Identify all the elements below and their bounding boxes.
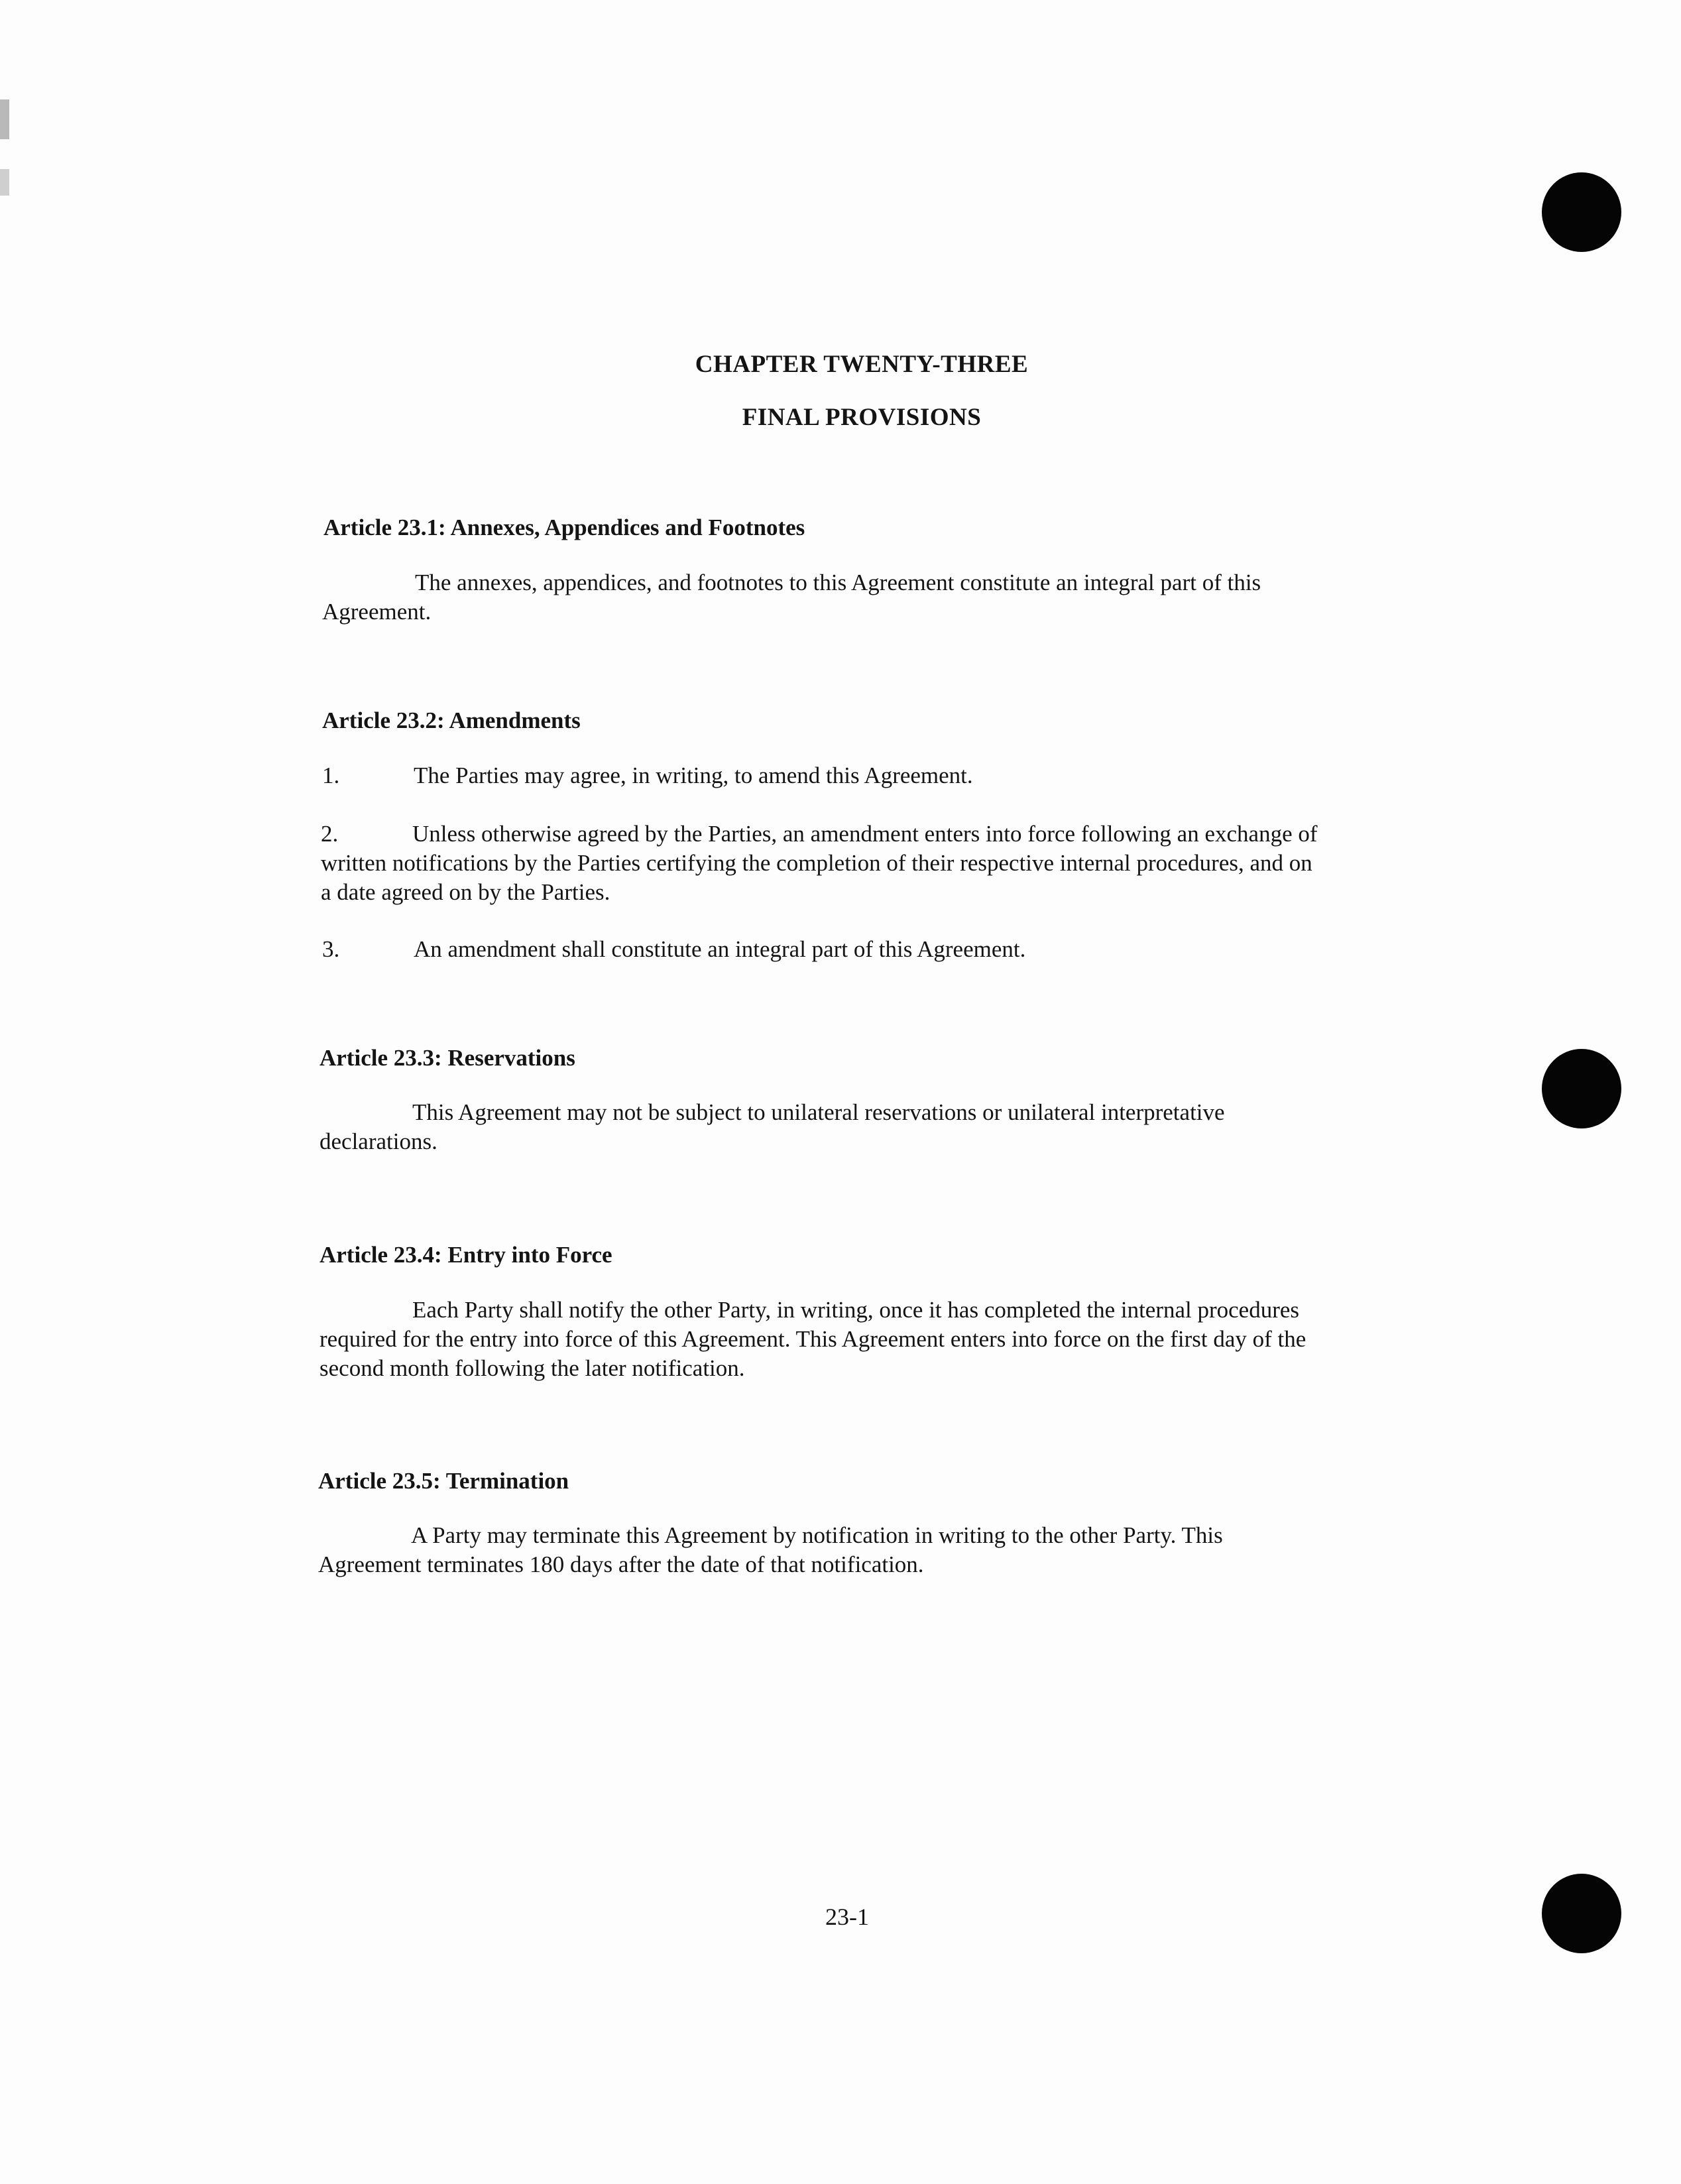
article-23-2-item-3 xyxy=(322,935,1323,964)
item-text: Unless otherwise agreed by the Parties, an amendment enters into force following an exchange of written notifications by the Parties certifying the completion of their respective internal procedures, and on a date agreed on by the Parties. xyxy=(321,821,1318,905)
scan-edge-mark xyxy=(0,99,9,139)
item-number: 3. xyxy=(322,936,340,962)
article-23-1-text: The annexes, appendices, and footnotes to this Agreement constitute an integral part of this Agreement. xyxy=(322,570,1261,625)
article-23-5-text: A Party may terminate this Agreement by notification in writing to the other Party. This Agreement terminates 180 days after the date of that notification. xyxy=(318,1522,1223,1577)
article-23-1-paragraph xyxy=(322,568,1323,627)
article-23-5-title: Article 23.5: Termination xyxy=(318,1468,569,1494)
article-23-2-item-2 xyxy=(321,819,1322,907)
article-23-3-title: Article 23.3: Reservations xyxy=(319,1045,575,1071)
article-23-2-item-1 xyxy=(322,761,1323,790)
article-23-3-paragraph xyxy=(319,1098,1320,1156)
page-number: 23-1 xyxy=(825,1904,869,1930)
item-number: 1. xyxy=(322,762,340,788)
scan-edge-mark xyxy=(0,169,9,196)
binder-hole-top xyxy=(1542,172,1621,252)
item-text: An amendment shall constitute an integral part of this Agreement. xyxy=(414,936,1026,962)
article-23-2-title: Article 23.2: Amendments xyxy=(322,707,581,733)
chapter-title: CHAPTER TWENTY-THREE xyxy=(695,351,1029,378)
binder-hole-middle xyxy=(1542,1049,1621,1128)
item-number: 2. xyxy=(321,821,339,847)
article-23-3-text: This Agreement may not be subject to unilateral reservations or unilateral interpretative declarations. xyxy=(319,1099,1225,1154)
article-23-1-title: Article 23.1: Annexes, Appendices and Footnotes xyxy=(323,515,805,540)
chapter-subtitle: FINAL PROVISIONS xyxy=(742,404,982,431)
article-23-4-title: Article 23.4: Entry into Force xyxy=(319,1242,612,1268)
item-text: The Parties may agree, in writing, to amend this Agreement. xyxy=(414,762,973,788)
article-23-4-text: Each Party shall notify the other Party, in writing, once it has completed the internal procedures required for the entry into force of this Agreement. This Agreement enters into force on the first day of the second month following the later notification. xyxy=(319,1297,1306,1381)
article-23-5-paragraph xyxy=(318,1521,1319,1579)
article-23-4-paragraph xyxy=(319,1296,1320,1383)
